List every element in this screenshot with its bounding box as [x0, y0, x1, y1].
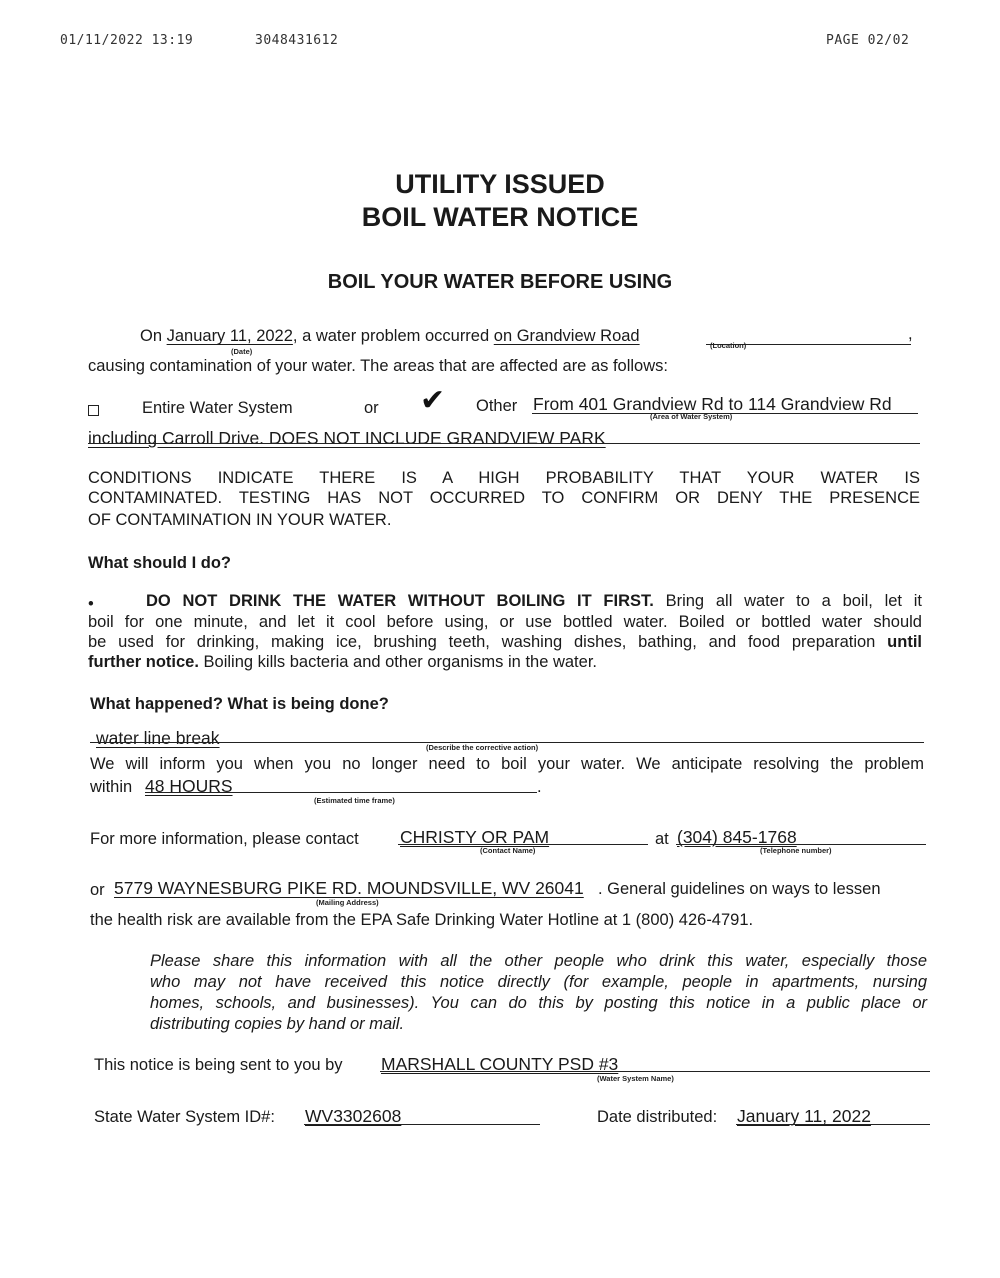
timeframe-value: 48 HOURS	[145, 776, 233, 796]
conditions-line-2: CONTAMINATED. TESTING HAS NOT OCCURRED TO CONFIRM OR DENY THE PRESENCE	[88, 489, 920, 507]
system-id-label: State Water System ID#:	[94, 1108, 275, 1126]
share-line-3: homes, schools, and businesses). You can do this by posting this notice in a public place or	[150, 994, 927, 1012]
title-line-1: UTILITY ISSUED	[395, 169, 605, 199]
share-line-4: distributing copies by hand or mail.	[150, 1015, 405, 1033]
intro-comma: ,	[908, 325, 913, 343]
other-area-underline-2	[88, 443, 920, 444]
bullet-line-1	[146, 591, 922, 612]
bullet-until: until	[887, 633, 922, 651]
bullet-further-notice: further notice.	[88, 653, 199, 671]
bullet-line-3-text: be used for drinking, making ice, brushing teeth, washing dishes, bathing, and food preparation	[88, 633, 876, 651]
bullet-line-2: boil for one minute, and let it cool before using, or use bottled water. Boiled or bottled water should	[88, 613, 922, 631]
date-distributed-label: Date distributed:	[597, 1108, 718, 1126]
incident-date: January 11, 2022	[166, 327, 293, 345]
share-line-1: Please share this information with all the other people who drink this water, especially those	[150, 952, 927, 970]
corrective-action-caption: (Describe the corrective action)	[426, 743, 539, 752]
bullet-line-4-text: Boiling kills bacteria and other organisms in the water.	[203, 653, 597, 671]
bullet-icon: •	[88, 595, 94, 613]
what-happened-heading: What happened? What is being done?	[90, 695, 389, 713]
contact-name-value: CHRISTY OR PAM	[400, 827, 550, 847]
mailing-address-value: 5779 WAYNESBURG PIKE RD. MOUNDSVILLE, WV 26041	[114, 878, 584, 898]
intro-mid: , a water problem occurred	[292, 327, 490, 345]
contact-phone-caption: (Telephone number)	[760, 846, 832, 855]
system-id-value: WV3302608	[305, 1106, 402, 1126]
date-distributed-underline	[736, 1124, 930, 1125]
what-should-heading: What should I do?	[88, 554, 231, 572]
contact-prefix: For more information, please contact	[90, 830, 359, 848]
sender-prefix: This notice is being sent to you by	[94, 1056, 343, 1074]
other-label: Other	[476, 397, 518, 415]
incident-location: on Grandview Road	[493, 327, 640, 345]
share-line-2: who may not have received this notice directly (for example, people in apartments, nursing	[150, 973, 927, 991]
contact-phone-value: (304) 845-1768	[677, 827, 797, 847]
title-line-2: BOIL WATER NOTICE	[361, 202, 639, 232]
other-area-value: From 401 Grandview Rd to 114 Grandview Rd	[533, 394, 892, 414]
entire-system-label: Entire Water System	[142, 399, 293, 417]
fax-number: 3048431612	[255, 33, 339, 48]
corrective-action-value: water line break	[96, 728, 220, 748]
address-or: or	[90, 881, 105, 899]
location-caption: (Location)	[710, 341, 747, 350]
fax-datetime: 01/11/2022 13:19	[60, 33, 194, 48]
intro-on: On	[140, 327, 163, 345]
fax-page: PAGE 02/02	[826, 33, 910, 48]
within-label: within	[90, 778, 133, 796]
conditions-line-3: OF CONTAMINATION IN YOUR WATER.	[88, 511, 392, 529]
contact-at: at	[655, 830, 669, 848]
other-area-value-2: including Carroll Drive. DOES NOT INCLUDE GRANDVIEW PARK	[88, 428, 606, 448]
date-distributed-value: January 11, 2022	[737, 1106, 871, 1126]
contact-name-underline	[398, 844, 648, 845]
intro-line-1	[140, 326, 640, 347]
mailing-address-caption: (Mailing Address)	[316, 898, 379, 907]
system-id-underline	[304, 1124, 540, 1125]
timeframe-caption: (Estimated time frame)	[314, 796, 395, 805]
contact-name-caption: (Contact Name)	[480, 846, 536, 855]
timeframe-period: .	[537, 778, 542, 796]
timeframe-underline	[145, 792, 537, 793]
conditions-line-1: CONDITIONS INDICATE THERE IS A HIGH PROBABILITY THAT YOUR WATER IS	[88, 469, 920, 487]
hotline-text: the health risk are available from the EPA Safe Drinking Water Hotline at 1 (800) 426-4791.	[90, 911, 754, 929]
guidelines-text: . General guidelines on ways to lessen	[598, 880, 881, 898]
date-caption: (Date)	[231, 347, 253, 356]
bullet-line-3	[88, 632, 922, 653]
water-system-name-caption: (Water System Name)	[597, 1074, 674, 1083]
water-system-name-value: MARSHALL COUNTY PSD #3	[381, 1054, 619, 1074]
bullet-bold-warning: DO NOT DRINK THE WATER WITHOUT BOILING IT FIRST.	[146, 592, 654, 610]
entire-system-checkbox[interactable]	[88, 403, 99, 421]
subtitle: BOIL YOUR WATER BEFORE USING	[327, 271, 673, 293]
bullet-rest: Bring all water to a boil, let it	[665, 592, 922, 610]
other-area-caption: (Area of Water System)	[650, 412, 733, 421]
water-system-name-underline	[380, 1071, 930, 1072]
checkmark-icon[interactable]: ✔	[420, 384, 446, 417]
contact-phone-underline	[676, 844, 926, 845]
or-label: or	[364, 399, 379, 417]
intro-line-2: causing contamination of your water. The areas that are affected are as follows:	[88, 357, 668, 375]
bullet-line-4	[88, 652, 597, 673]
inform-line: We will inform you when you no longer need to boil your water. We anticipate resolving the problem	[90, 755, 924, 773]
